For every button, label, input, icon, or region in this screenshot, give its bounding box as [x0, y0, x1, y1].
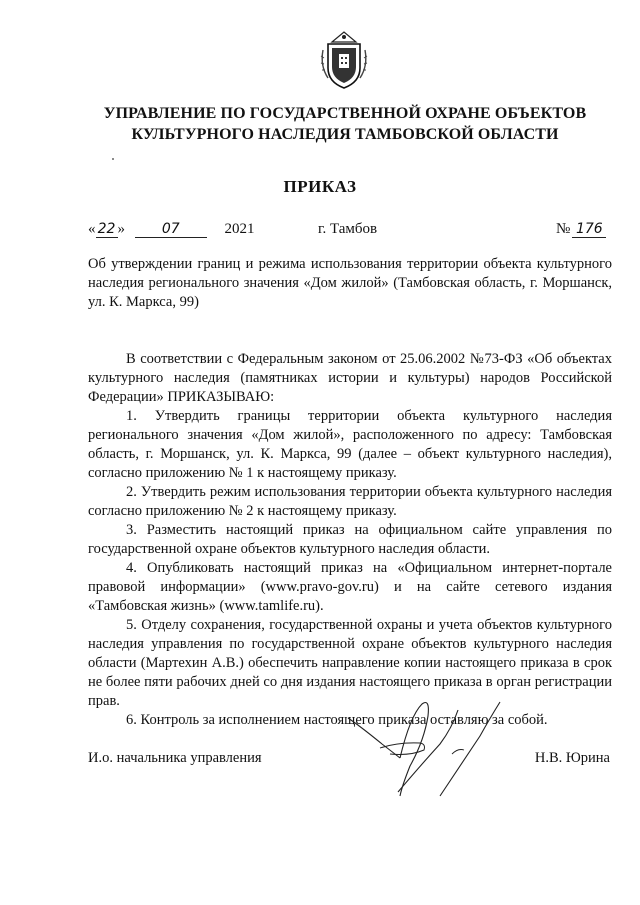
order-item-5: 5. Отделу сохранения, государственной охраны и учета объектов культурного наследия управления по государственной охране объектов культурного наследия области (Мартехин А.В.) обеспечить направление копии настоящего приказа в срок не более пяти рабочих дней со дня издания настоящего приказа в орган регистрации прав.: [88, 617, 612, 709]
order-item-4: 4. Опубликовать настоящий приказ на «Официальном интернет-портале правовой информации» (www.pravo-gov.ru) и на сайте сетевого издания «Тамбовская жизнь» (www.tamlife.ru).: [88, 560, 612, 614]
order-date: [88, 220, 255, 238]
date-day: 22: [96, 220, 118, 238]
signatory-name: Н.В. Юрина: [534, 750, 610, 766]
order-item-6: 6. Контроль за исполнением настоящего приказа оставляю за собой.: [126, 712, 548, 728]
date-year: 2021: [224, 221, 255, 237]
number-value: 176: [572, 220, 606, 238]
document-title: ПРИКАЗ: [283, 177, 357, 196]
order-city: г. Тамбов: [318, 221, 378, 237]
signatory-role: И.о. начальника управления: [88, 750, 262, 766]
organization-name: [80, 103, 610, 145]
order-item-1: 1. Утвердить границы территории объекта культурного наследия регионального значения «Дом жилой», расположенного по адресу: Тамбовская область, г. Моршанск, ул. К. Маркса, 99 (далее – объект культурного наследия), согласно приложению № 1 к настоящему приказу.: [88, 408, 612, 481]
order-item-2: 2. Утвердить режим использования территории объекта культурного наследия согласно приложению № 2 к настоящему приказу.: [88, 484, 612, 519]
number-label: №: [556, 221, 571, 237]
handwritten-signature: [340, 696, 520, 806]
order-item-3: 3. Разместить настоящий приказ на официальном сайте управления по государственной охране объектов культурного наследия области.: [88, 522, 612, 557]
order-subject: Об утверждении границ и режима использования территории объекта культурного наследия регионального значения «Дом жилой» (Тамбовская область, г. Моршанск, ул. К. Маркса, 99): [88, 256, 612, 310]
organization-name-line2: КУЛЬТУРНОГО НАСЛЕДИЯ ТАМБОВСКОЙ ОБЛАСТИ: [131, 126, 559, 143]
preamble-paragraph: В соответствии с Федеральным законом от 25.06.2002 №73-ФЗ «Об объектах культурного наследия (памятниках истории и культуры) народов Российской Федерации» ПРИКАЗЫВАЮ:: [88, 351, 612, 405]
coat-of-arms-icon: [318, 28, 370, 92]
organization-name-line1: УПРАВЛЕНИЕ ПО ГОСУДАРСТВЕННОЙ ОХРАНЕ ОБЪЕКТОВ: [103, 105, 587, 122]
date-quote-close: »: [117, 221, 125, 237]
scan-speck: [112, 158, 114, 160]
order-number: [556, 220, 606, 238]
order-body: [88, 350, 612, 730]
date-quote-open: «: [88, 221, 96, 237]
date-month: 07: [135, 220, 207, 238]
